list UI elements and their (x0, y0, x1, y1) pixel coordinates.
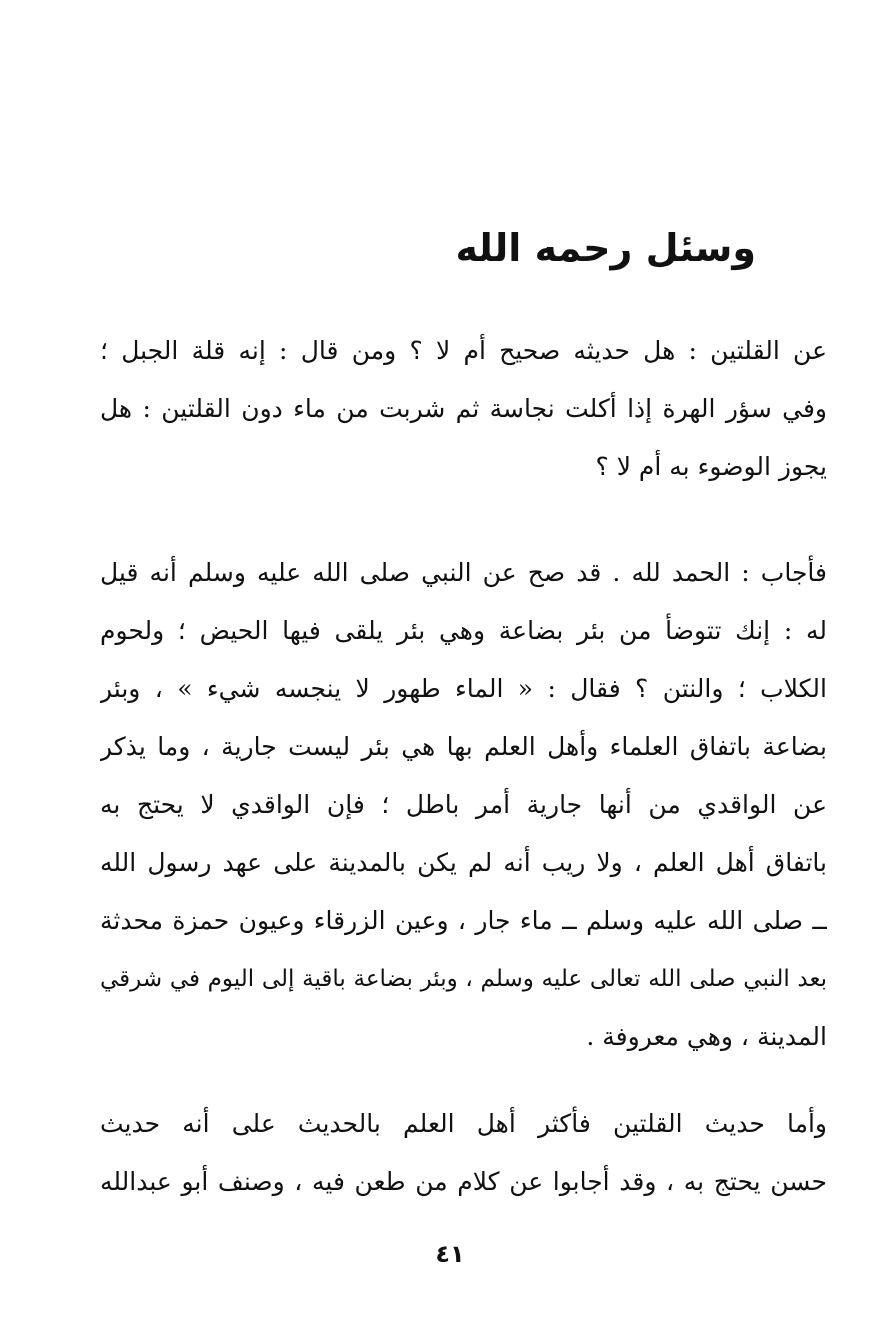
text-line: بعد النبي صلى الله تعالى عليه وسلم ، وبئر بضاعة باقية إلى اليوم في شرقي (100, 966, 827, 992)
text-line: المدينة ، وهي معروفة . (586, 1022, 827, 1051)
text-line: عن القلتين : هل حديثه صحيح أم لا ؟ ومن قال : إنه قلة الجبل ؛ (100, 336, 827, 365)
text-line: وأما حديث القلتين فأكثر أهل العلم بالحديث على أنه حديث (100, 1109, 827, 1138)
answer-paragraph (100, 544, 827, 1066)
text-line: حسن يحتج به ، وقد أجابوا عن كلام من طعن فيه ، وصنف أبو عبدالله (100, 1167, 827, 1196)
text-line: باتفاق أهل العلم ، ولا ريب أنه لم يكن بالمدينة على عهد رسول الله (100, 848, 827, 877)
page-number: ٤١ (435, 1240, 465, 1268)
text-line: ــ صلى الله عليه وسلم ــ ماء جار ، وعين الزرقاء وعيون حمزة محدثة (100, 906, 827, 935)
text-line: الكلاب ؛ والنتن ؟ فقال : « الماء طهور لا ينجسه شيء » ، وبئر (100, 674, 827, 703)
text-line: فأجاب : الحمد لله . قد صح عن النبي صلى الله عليه وسلم أنه قيل (100, 558, 827, 587)
question-paragraph (100, 322, 827, 496)
hadith-paragraph (100, 1095, 827, 1211)
text-line: عن الواقدي من أنها جارية أمر باطل ؛ فإن الواقدي لا يحتج به (100, 790, 827, 819)
text-line: له : إنك تتوضأ من بئر بضاعة وهي بئر يلقى فيها الحيض ؛ ولحوم (100, 616, 827, 645)
text-line: بضاعة باتفاق العلماء وأهل العلم بها هي بئر ليست جارية ، وما يذكر (100, 732, 827, 761)
text-line: يجوز الوضوء به أم لا ؟ (595, 452, 827, 481)
text-line: وفي سؤر الهرة إذا أكلت نجاسة ثم شربت من ماء دون القلتين : هل (100, 394, 827, 423)
section-heading: وسئل رحمه الله (455, 226, 756, 270)
